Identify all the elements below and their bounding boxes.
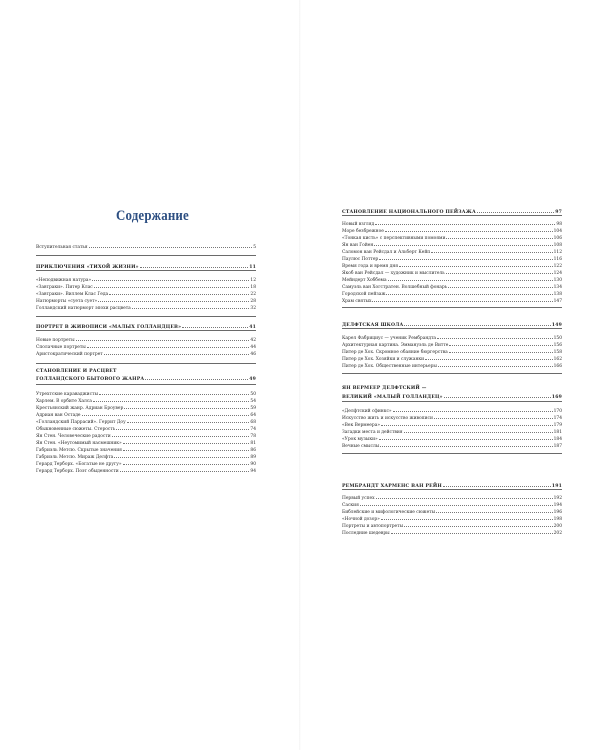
leader-dots xyxy=(123,460,250,465)
leader-dots xyxy=(444,393,551,398)
toc-entry-label: «Завтраки». Питер Клас xyxy=(36,285,93,290)
toc-entry-label: Харлем. В орбите Халса xyxy=(36,399,92,404)
toc-entry-label: Портреты и автопортреты xyxy=(342,524,404,529)
toc-entry-page: 156 xyxy=(553,343,562,348)
toc-entry-page: 200 xyxy=(553,524,562,529)
toc-entry-label: Герард Терборх. Поэт обыденности xyxy=(36,469,119,474)
toc-section-page: 169 xyxy=(551,395,562,400)
section-divider xyxy=(342,373,562,374)
leader-dots xyxy=(386,290,552,295)
toc-entry-label: Карел Фабрициус — ученик Рембрандта xyxy=(342,336,437,341)
toc-entry[interactable] xyxy=(342,297,562,305)
toc-entry-page: 202 xyxy=(553,531,562,536)
leader-dots xyxy=(431,248,552,253)
leader-dots xyxy=(391,529,553,534)
leader-dots xyxy=(449,348,553,353)
toc-entry-page: 192 xyxy=(553,496,562,501)
toc-entry-label: Море безбрежное xyxy=(342,229,384,234)
toc-entry-page: 138 xyxy=(553,292,562,297)
toc-entry-page: 32 xyxy=(250,306,256,311)
section-heading-rule xyxy=(342,328,562,329)
toc-entry-page: 112 xyxy=(553,250,562,255)
toc-entry-label: Голландский натюрморт эпохи расцвета xyxy=(36,306,131,311)
toc-entry-page: 50 xyxy=(250,392,256,397)
leader-dots xyxy=(404,428,553,433)
toc-section-heading-line2[interactable] xyxy=(342,393,562,401)
toc-entry-page: 22 xyxy=(250,292,256,297)
leader-dots xyxy=(372,297,552,302)
leader-dots xyxy=(379,255,552,260)
toc-entry-page: 116 xyxy=(553,257,562,262)
toc-entry-label: Время года и время дня xyxy=(342,264,399,269)
toc-entry-page: 44 xyxy=(250,345,256,350)
right-page xyxy=(300,0,600,750)
toc-section-page: 11 xyxy=(249,265,256,270)
leader-dots xyxy=(381,515,553,520)
leader-dots xyxy=(82,411,250,416)
toc-section-page: 49 xyxy=(249,377,256,382)
toc-entry[interactable] xyxy=(342,442,562,450)
leader-dots xyxy=(87,343,250,348)
page-title: Содержание xyxy=(116,208,189,224)
leader-dots xyxy=(388,276,553,281)
leader-dots xyxy=(443,482,551,487)
toc-entry-page: 147 xyxy=(553,299,562,304)
section-heading-rule xyxy=(342,401,562,402)
toc-entry-page: 98 xyxy=(556,222,562,227)
leader-dots xyxy=(109,290,249,295)
toc-entry-page: 59 xyxy=(250,406,256,411)
toc-entry-label: Ян Стен. Человеческие радости xyxy=(36,434,111,439)
leader-dots xyxy=(89,243,253,248)
leader-dots xyxy=(477,208,554,213)
toc-entry-label: Архитектурная картина. Эммануэль де Витте xyxy=(342,343,449,348)
toc-entry-label: Аристократический портрет xyxy=(36,352,103,357)
toc-entry-page: 194 xyxy=(553,503,562,508)
toc-entry-intro[interactable] xyxy=(36,243,256,251)
leader-dots xyxy=(76,336,250,341)
section-heading-rule xyxy=(342,215,562,216)
toc-entry-page: 124 xyxy=(553,271,562,276)
toc-entry-page: 122 xyxy=(553,264,562,269)
toc-entry-label: Габриэль Метсю. Мираж Делфта xyxy=(36,455,114,460)
toc-entry-label: Саломон ван Рейсдал и Альберт Кейп xyxy=(342,250,431,255)
toc-entry-label: Ян Стен. «Неутомимый насмешник» xyxy=(36,441,122,446)
section-heading-rule xyxy=(36,270,256,271)
toc-entry-label: Герард Терборх. «Богатые не другу» xyxy=(36,462,122,467)
toc-entry-label: Храм святых xyxy=(342,299,372,304)
leader-dots xyxy=(379,435,553,440)
toc-entry-label: Питер де Хох. Скромное обаяние бюргерства xyxy=(342,350,448,355)
toc-entry-page: 184 xyxy=(553,437,562,442)
leader-dots xyxy=(92,276,249,281)
section-divider xyxy=(36,363,256,364)
toc-entry-page: 81 xyxy=(250,441,256,446)
leader-dots xyxy=(446,269,553,274)
toc-entry-label: «Урок музыки» xyxy=(342,437,378,442)
toc-entry-page: 74 xyxy=(250,427,256,432)
toc-entry-label: Адриан ван Остаде xyxy=(36,413,81,418)
leader-dots xyxy=(374,241,552,246)
toc-entry-page: 134 xyxy=(553,285,562,290)
toc-entry-page: 28 xyxy=(250,299,256,304)
toc-entry-label: Питер де Хох. Хозяйки и служанки xyxy=(342,357,425,362)
section-heading-rule xyxy=(342,489,562,490)
leader-dots xyxy=(123,446,249,451)
toc-entry-label: «Ночной дозор» xyxy=(342,517,380,522)
leader-dots xyxy=(94,283,250,288)
leader-dots xyxy=(404,321,550,326)
leader-dots xyxy=(360,501,553,506)
toc-section-title: ВЕЛИКИЙ «МАЛЫЙ ГОЛЛАНДЕЦ» xyxy=(342,395,443,400)
leader-dots xyxy=(104,350,250,355)
leader-dots xyxy=(114,453,249,458)
leader-dots xyxy=(145,375,248,380)
toc-section-page: 191 xyxy=(551,484,562,489)
toc-entry-label: Питер де Хох. Общественные интерьеры xyxy=(342,364,437,369)
leader-dots xyxy=(399,262,553,267)
leader-dots xyxy=(124,404,249,409)
toc-entry-label: Самуэль ван Хогстратен. Волшебный фонарь xyxy=(342,285,448,290)
leader-dots xyxy=(116,425,249,430)
toc-entry-page: 198 xyxy=(553,517,562,522)
toc-entry-page: 54 xyxy=(250,399,256,404)
leader-dots xyxy=(93,397,250,402)
toc-entry-label: Сполачные портреты xyxy=(36,345,86,350)
toc-entry-label: Первый успех xyxy=(342,496,375,501)
toc-entry-page: 174 xyxy=(553,416,562,421)
toc-section-title: ПРИКЛЮЧЕНИЯ «ТИХОЙ ЖИЗНИ» xyxy=(36,265,139,270)
toc-entry-page: 108 xyxy=(553,243,562,248)
toc-entry[interactable] xyxy=(36,304,256,312)
toc-entry-page: 18 xyxy=(250,285,256,290)
leader-dots xyxy=(112,432,250,437)
toc-entry-label: Искусство жить и искусство живописи xyxy=(342,416,433,421)
toc-entry-page: 68 xyxy=(250,420,256,425)
toc-entry-label: Натюрморты «суета сует» xyxy=(36,299,98,304)
toc-entry-page: 89 xyxy=(250,455,256,460)
section-divider xyxy=(342,453,562,454)
toc-entry-page: 162 xyxy=(553,357,562,362)
toc-entry-page: 46 xyxy=(250,352,256,357)
leader-dots xyxy=(434,414,553,419)
toc-entry-label: «Тонкая кисть» с перспективными помоями xyxy=(342,236,446,241)
toc-section-heading-line2[interactable] xyxy=(36,375,256,383)
leader-dots xyxy=(448,283,553,288)
leader-dots xyxy=(123,439,250,444)
toc-entry[interactable] xyxy=(36,350,256,358)
toc-entry-label: Вечные смыслы xyxy=(342,444,380,449)
toc-entry-page: 104 xyxy=(553,229,562,234)
toc-entry-page: 196 xyxy=(553,510,562,515)
toc-entry-page: 64 xyxy=(250,413,256,418)
toc-entry-label: Новый взгляд xyxy=(342,222,375,227)
toc-section-title: СТАНОВЛЕНИЕ НАЦИОНАЛЬНОГО ПЕЙЗАЖА xyxy=(342,210,476,215)
toc-entry-page: 166 xyxy=(553,364,562,369)
toc-entry-label: «Голландский Паррасий». Геррит Доу xyxy=(36,420,126,425)
toc-entry-label: Якоб ван Рейсдал — художник и мыслитель xyxy=(342,271,445,276)
toc-entry-label: «Век Вермеера» xyxy=(342,423,381,428)
leader-dots xyxy=(132,304,250,309)
toc-entry-label: Габриэль Метсю. Скрытые значения xyxy=(36,448,122,453)
section-divider xyxy=(36,316,256,317)
toc-entry-label: Библейские и мифологические сюжеты xyxy=(342,510,436,515)
toc-entry-label: Вступительная статья xyxy=(36,245,88,250)
leader-dots xyxy=(381,421,553,426)
leader-dots xyxy=(127,418,250,423)
section-heading-rule xyxy=(36,384,256,385)
leader-dots xyxy=(376,494,553,499)
leader-dots xyxy=(393,407,553,412)
leader-dots xyxy=(437,334,553,339)
toc-section-title: ДЕЛФТСКАЯ ШКОЛА xyxy=(342,323,404,328)
toc-entry-label: Ян ван Гойен xyxy=(342,243,374,248)
toc-section-title: ГОЛЛАНДСКОГО БЫТОВОГО ЖАНРА xyxy=(36,377,145,382)
toc-entry-page: 5 xyxy=(253,245,256,250)
toc-section-title: РЕМБРАНДТ ХАРМЕНС ВАН РЕЙН xyxy=(342,484,442,489)
leader-dots xyxy=(436,508,553,513)
toc-entry-page: 78 xyxy=(250,434,256,439)
leader-dots xyxy=(385,227,553,232)
toc-entry-label: Загадки места и действия xyxy=(342,430,403,435)
leader-dots xyxy=(99,390,249,395)
toc-section-page: 149 xyxy=(551,323,562,328)
leader-dots xyxy=(120,467,250,472)
toc-entry-page: 179 xyxy=(553,423,562,428)
toc-section-title: ЯН ВЕРМЕЕР ДЕЛФТСКИЙ — xyxy=(342,386,427,391)
toc-entry-page: 42 xyxy=(250,338,256,343)
toc-entry-label: Саския xyxy=(342,503,359,508)
leader-dots xyxy=(425,355,553,360)
toc-entry-page: 94 xyxy=(250,469,256,474)
leader-dots xyxy=(438,362,553,367)
toc-entry-label: «Неподвижная натура» xyxy=(36,278,92,283)
toc-entry-label: Мейндерт Хоббема xyxy=(342,278,387,283)
toc-entry-page: 130 xyxy=(553,278,562,283)
toc-entry-page: 90 xyxy=(250,462,256,467)
toc-entry-page: 181 xyxy=(553,430,562,435)
toc-entry-label: Обыкновенные сюжеты. Стерость xyxy=(36,427,116,432)
toc-section-page: 97 xyxy=(555,210,562,215)
leader-dots xyxy=(375,220,555,225)
toc-entry[interactable] xyxy=(342,362,562,370)
leader-dots xyxy=(98,297,249,302)
toc-section-heading-line1[interactable] xyxy=(342,386,562,392)
toc-entry-page: 170 xyxy=(553,409,562,414)
toc-entry-label: Последние шедевры xyxy=(342,531,390,536)
leader-dots xyxy=(380,442,552,447)
toc-entry[interactable] xyxy=(36,467,256,475)
section-divider xyxy=(342,307,562,308)
toc-section-page: 41 xyxy=(249,325,256,330)
leader-dots xyxy=(446,234,552,239)
toc-entry-label: Городской пейзаж xyxy=(342,292,386,297)
toc-entry-page: 12 xyxy=(250,278,256,283)
toc-entry-page: 187 xyxy=(553,444,562,449)
leader-dots xyxy=(404,522,553,527)
toc-section-title: СТАНОВЛЕНИЕ И РАСЦВЕТ xyxy=(36,369,117,374)
toc-entry-page: 106 xyxy=(553,236,562,241)
toc-entry-page: 86 xyxy=(250,448,256,453)
toc-entry-label: Новые портреты xyxy=(36,338,75,343)
section-heading-rule xyxy=(36,330,256,331)
toc-entry-label: «Делфтский сфинкс» xyxy=(342,409,392,414)
leader-dots xyxy=(182,323,248,328)
toc-entry-label: Крестьянский жанр. Адриан Броувер xyxy=(36,406,124,411)
toc-entry[interactable] xyxy=(342,529,562,537)
toc-entry-page: 158 xyxy=(553,350,562,355)
toc-entry-label: Паулюс Поттер xyxy=(342,257,379,262)
leader-dots xyxy=(140,263,249,268)
section-divider xyxy=(36,255,256,256)
toc-entry-label: «Завтраки». Виллем Клас Геда xyxy=(36,292,109,297)
toc-section-title: ПОРТРЕТ В ЖИВОПИСИ «МАЛЫХ ГОЛЛАНДЦЕВ» xyxy=(36,325,182,330)
leader-dots xyxy=(449,341,552,346)
toc-entry-page: 150 xyxy=(553,336,562,341)
toc-entry-label: Утрехтские караваджисты xyxy=(36,392,98,397)
